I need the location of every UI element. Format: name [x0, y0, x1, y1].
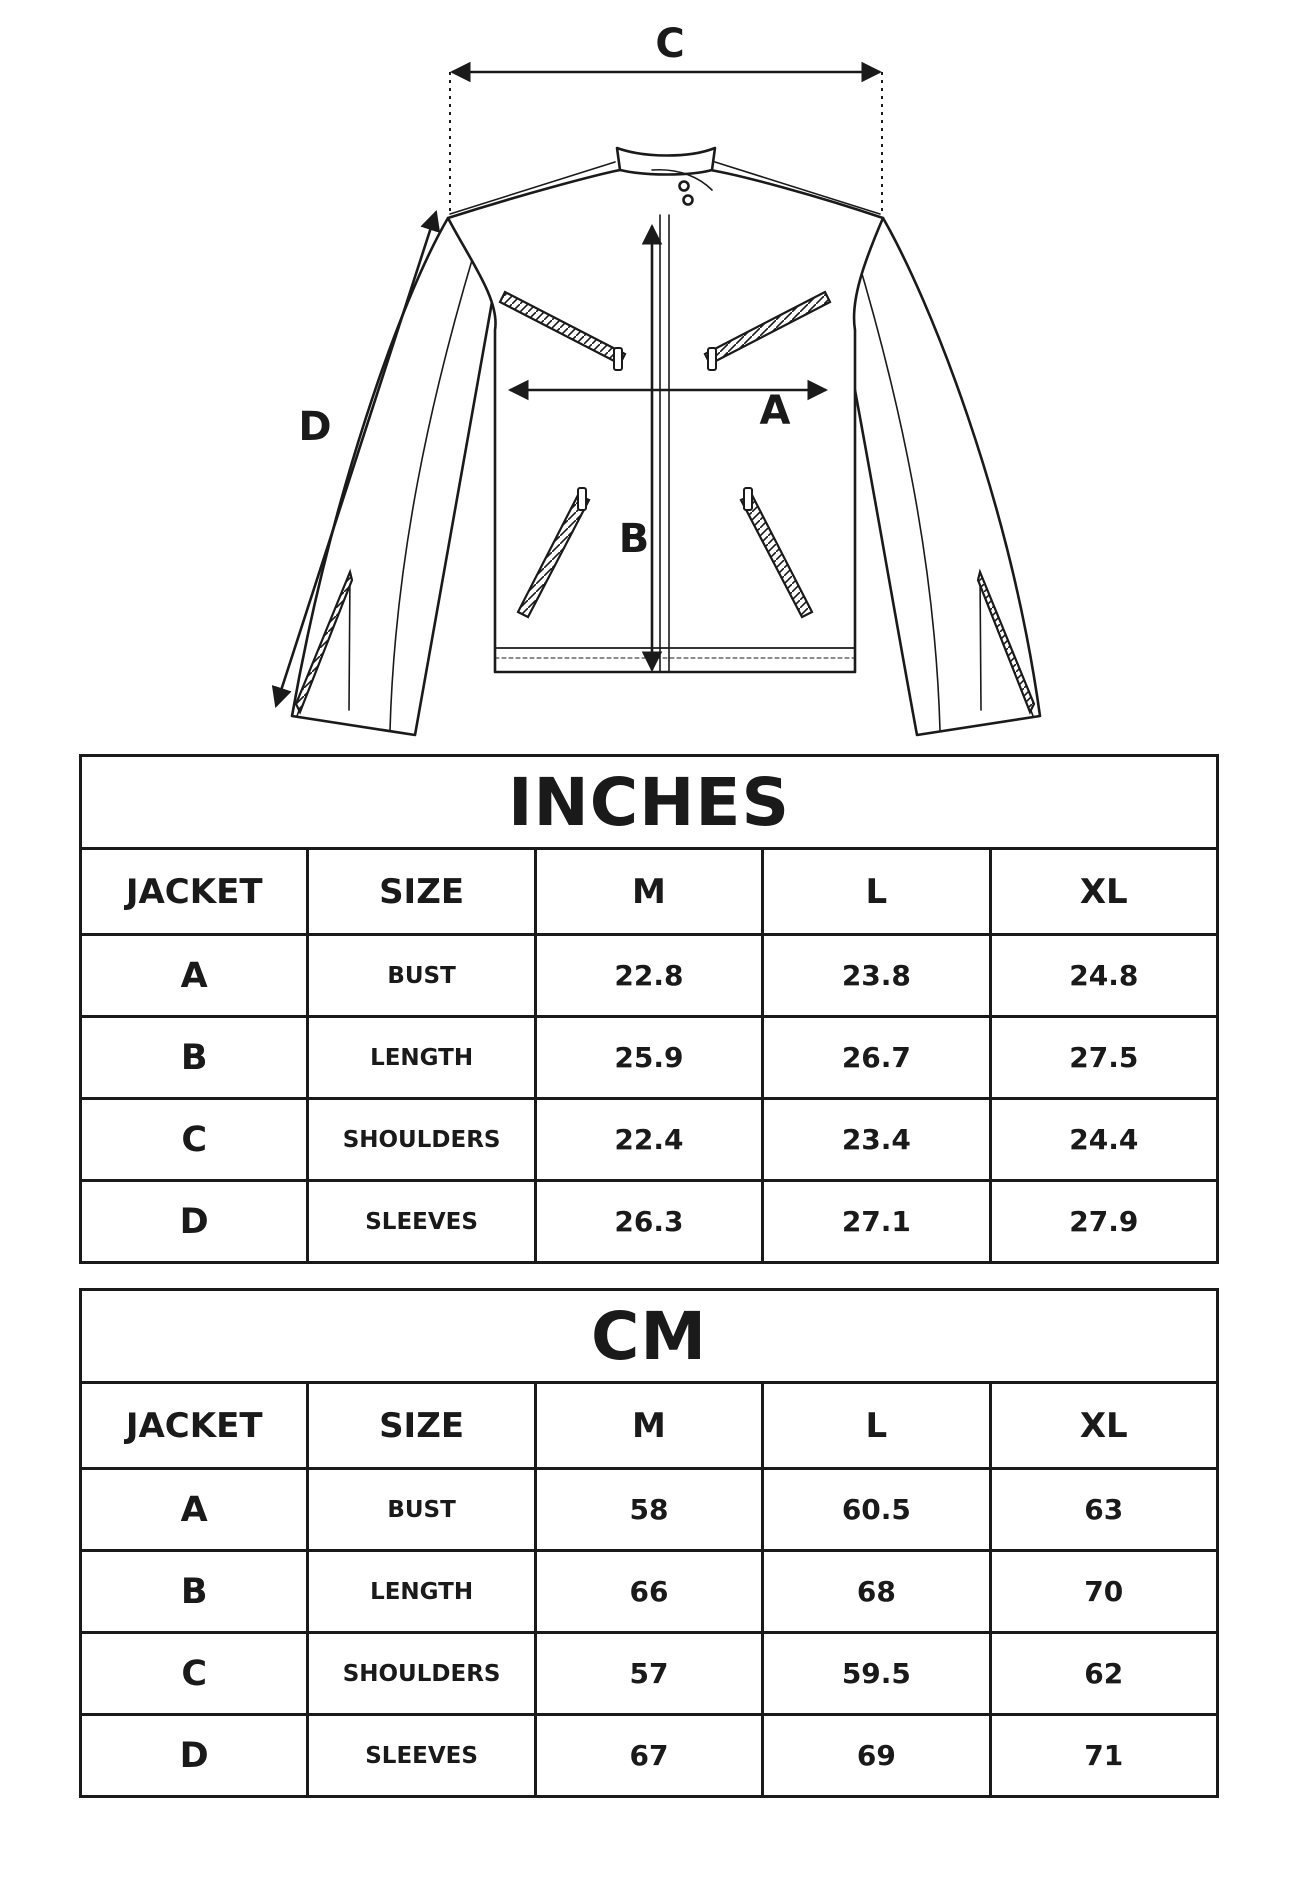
row-key: B [81, 1551, 308, 1633]
header-xl: XL [990, 1383, 1217, 1469]
value-l: 27.1 [763, 1181, 990, 1263]
header-l: L [763, 849, 990, 935]
value-m: 58 [535, 1469, 762, 1551]
value-l: 23.4 [763, 1099, 990, 1181]
value-xl: 24.4 [990, 1099, 1217, 1181]
table-row [81, 1715, 1218, 1797]
table-row [81, 1633, 1218, 1715]
value-m: 67 [535, 1715, 762, 1797]
value-xl: 71 [990, 1715, 1217, 1797]
row-key: C [81, 1099, 308, 1181]
row-key: C [81, 1633, 308, 1715]
table-header-row [81, 849, 1218, 935]
header-jacket: JACKET [81, 1383, 308, 1469]
value-m: 57 [535, 1633, 762, 1715]
value-xl: 24.8 [990, 935, 1217, 1017]
jacket-body [448, 170, 883, 672]
dimension-label-b: B [618, 516, 650, 562]
row-measure: SLEEVES [308, 1715, 535, 1797]
value-xl: 27.9 [990, 1181, 1217, 1263]
value-xl: 63 [990, 1469, 1217, 1551]
table-row [81, 935, 1218, 1017]
table-title: CM [81, 1290, 1218, 1383]
value-l: 68 [763, 1551, 990, 1633]
value-m: 22.8 [535, 935, 762, 1017]
row-measure: LENGTH [308, 1551, 535, 1633]
value-xl: 62 [990, 1633, 1217, 1715]
table-row [81, 1017, 1218, 1099]
row-measure: SHOULDERS [308, 1099, 535, 1181]
table-row [81, 1099, 1218, 1181]
table-row [81, 1181, 1218, 1263]
size-table-inches [79, 754, 1219, 1264]
value-m: 25.9 [535, 1017, 762, 1099]
dimension-label-c: C [655, 21, 685, 67]
table-row [81, 1551, 1218, 1633]
row-measure: BUST [308, 1469, 535, 1551]
value-l: 59.5 [763, 1633, 990, 1715]
value-l: 23.8 [763, 935, 990, 1017]
dimension-label-d: D [298, 404, 332, 450]
row-key: A [81, 1469, 308, 1551]
table-row [81, 1469, 1218, 1551]
row-key: D [81, 1715, 308, 1797]
header-m: M [535, 1383, 762, 1469]
value-xl: 27.5 [990, 1017, 1217, 1099]
header-xl: XL [990, 849, 1217, 935]
header-l: L [763, 1383, 990, 1469]
jacket-illustration [0, 0, 1290, 760]
value-m: 22.4 [535, 1099, 762, 1181]
value-m: 26.3 [535, 1181, 762, 1263]
value-l: 60.5 [763, 1469, 990, 1551]
dimension-label-a: A [759, 388, 791, 434]
cuff-zip-left [296, 572, 352, 712]
jacket-diagram [0, 0, 1290, 760]
header-size: SIZE [308, 1383, 535, 1469]
row-measure: SLEEVES [308, 1181, 535, 1263]
dimension-d-line [276, 212, 436, 706]
row-key: A [81, 935, 308, 1017]
size-table-cm [79, 1288, 1219, 1798]
value-l: 69 [763, 1715, 990, 1797]
row-measure: LENGTH [308, 1017, 535, 1099]
row-key: B [81, 1017, 308, 1099]
table-title: INCHES [81, 756, 1218, 849]
header-m: M [535, 849, 762, 935]
table-header-row [81, 1383, 1218, 1469]
cuff-zip-right [978, 572, 1034, 712]
value-m: 66 [535, 1551, 762, 1633]
value-xl: 70 [990, 1551, 1217, 1633]
row-measure: SHOULDERS [308, 1633, 535, 1715]
value-l: 26.7 [763, 1017, 990, 1099]
row-key: D [81, 1181, 308, 1263]
row-measure: BUST [308, 935, 535, 1017]
header-jacket: JACKET [81, 849, 308, 935]
header-size: SIZE [308, 849, 535, 935]
